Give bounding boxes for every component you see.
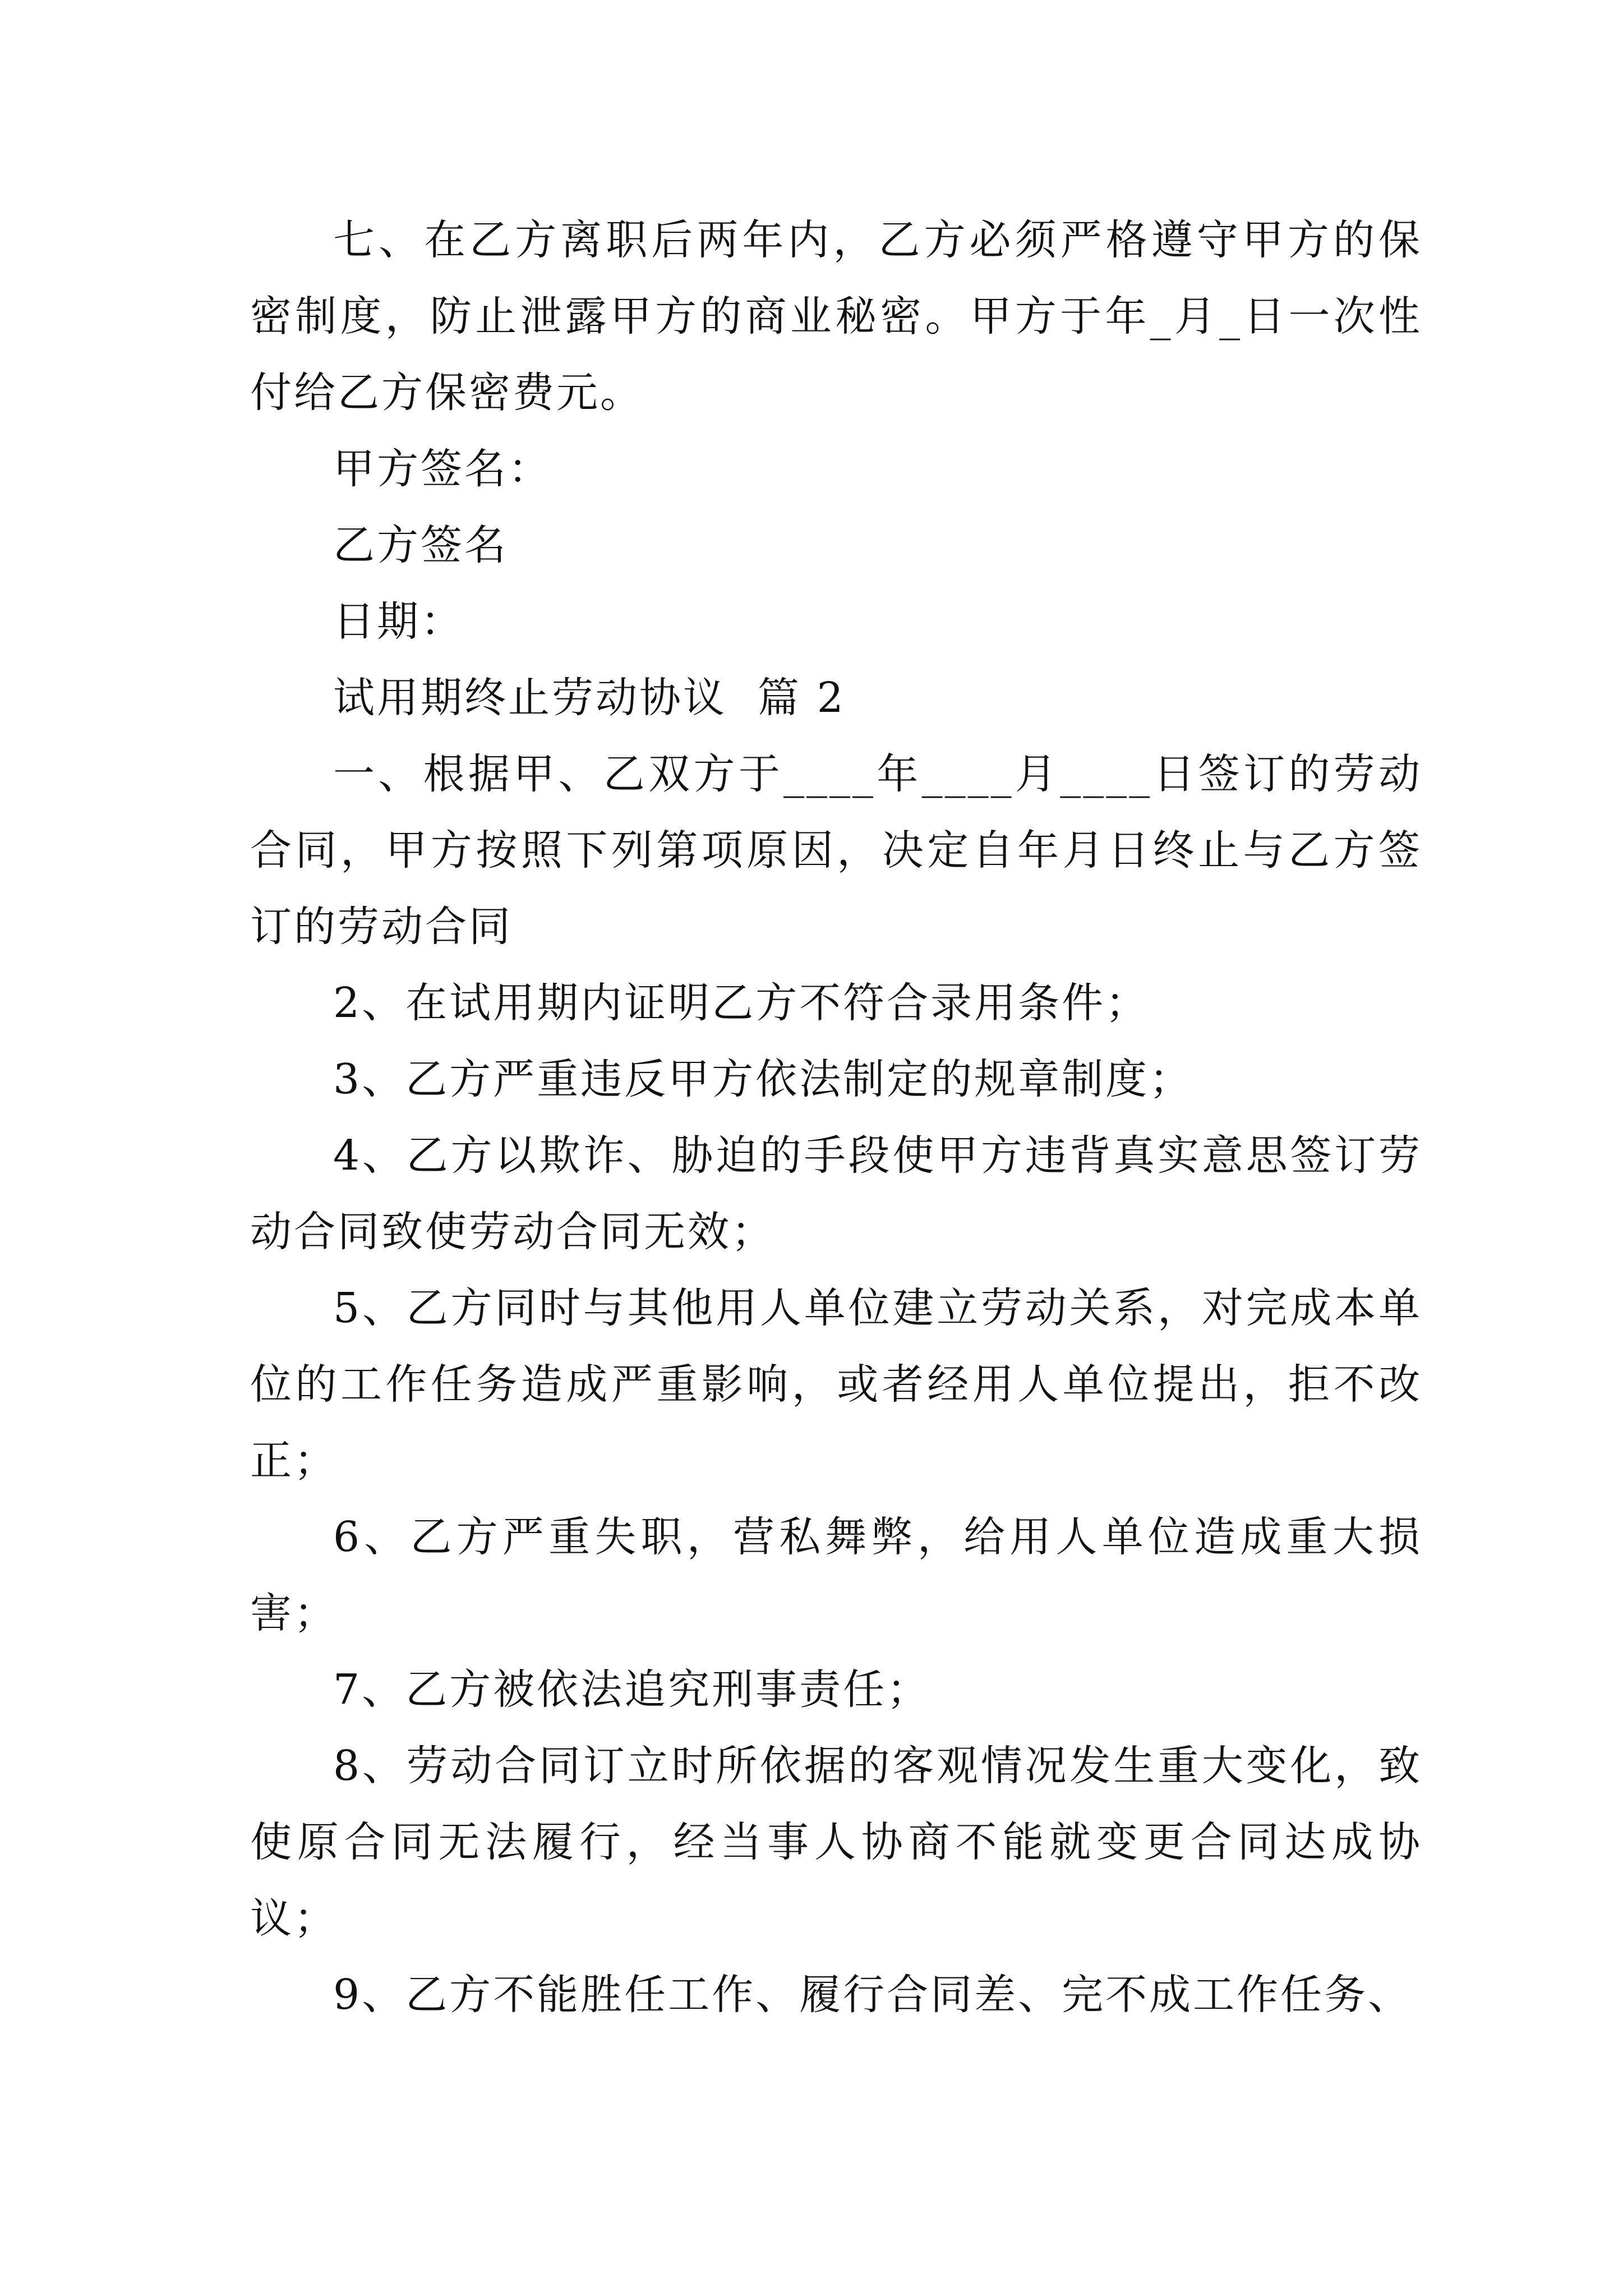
section-heading: 试用期终止劳动协议 篇 2 — [333, 674, 846, 722]
paragraph-termination-intro: 一、根据甲、乙双方于____年____月____日签订的劳动合同，甲方按照下列第项原因，决定自年月日终止与乙方签订的劳动合同 — [250, 750, 1422, 951]
document-body — [250, 202, 1422, 2033]
date-line: 日期： — [333, 597, 464, 646]
list-item-7: 7、乙方被依法追究刑事责任； — [333, 1665, 931, 1714]
list-item-3: 3、乙方严重违反甲方依法制定的规章制度； — [333, 1055, 1193, 1103]
list-item-6: 6、乙方严重失职，营私舞弊，给用人单位造成重大损害； — [250, 1513, 1422, 1637]
party-a-signature: 甲方签名： — [333, 445, 552, 493]
paragraph-confidentiality: 七、在乙方离职后两年内，乙方必须严格遵守甲方的保密制度，防止泄露甲方的商业秘密。甲方于年_月_日一次性付给乙方保密费元。 — [250, 216, 1422, 417]
list-item-4: 4、乙方以欺诈、胁迫的手段使甲方违背真实意思签订劳动合同致使劳动合同无效； — [250, 1131, 1422, 1256]
list-item-2: 2、在试用期内证明乙方不符合录用条件； — [333, 979, 1150, 1027]
list-item-9: 9、乙方不能胜任工作、履行合同差、完不成工作任务、 — [333, 1971, 1412, 2019]
list-item-5: 5、乙方同时与其他用人单位建立劳动关系，对完成本单位的工作任务造成严重影响，或者经用人单位提出，拒不改正； — [250, 1284, 1422, 1485]
party-b-signature: 乙方签名 — [333, 521, 508, 569]
list-item-8: 8、劳动合同订立时所依据的客观情况发生重大变化，致使原合同无法履行，经当事人协商不能就变更合同达成协议； — [250, 1742, 1422, 1943]
